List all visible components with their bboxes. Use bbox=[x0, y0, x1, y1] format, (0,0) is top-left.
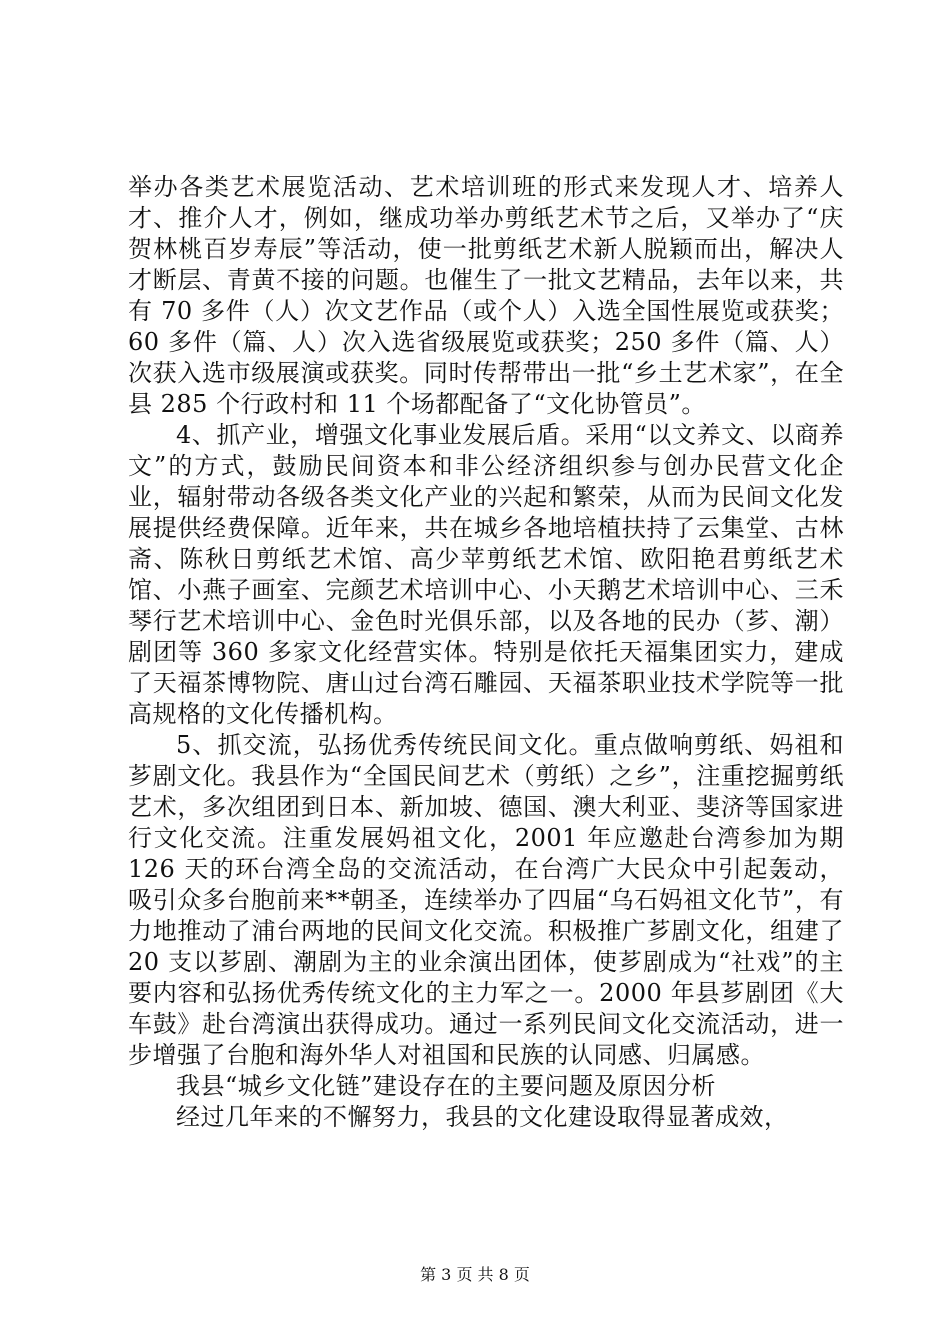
paragraph-exchange: 5、抓交流，弘扬优秀传统民间文化。重点做响剪纸、妈祖和芗剧文化。我县作为“全国民间艺术（剪纸）之乡”，注重挖掘剪纸艺术，多次组团到日本、新加坡、德国、澳大利亚、斐济等国家进行文化交流。注重发展妈祖文化，2001 年应邀赴台湾参加为期 126 天的环台湾全岛的交流活动，在台湾广大民众中引起轰动，吸引众多台胞前来**朝圣，连续举办了四届“乌石妈祖文化节”，有力地推动了浦台两地的民间文化交流。积极推广芗剧文化，组建了 20 支以芗剧、潮剧为主的业余演出团体，使芗剧成为“社戏”的主要内容和弘扬优秀传统文化的主力军之一。2000 年县芗剧团《大车鼓》赴台湾演出获得成功。通过一系列民间文化交流活动，进一步增强了台胞和海外华人对祖国和民族的认同感、归属感。 bbox=[128, 731, 853, 1069]
section-heading-problems: 我县“城乡文化链”建设存在的主要问题及原因分析 bbox=[176, 1072, 717, 1100]
paragraph-industry: 4、抓产业，增强文化事业发展后盾。采用“以文养文、以商养文”的方式，鼓励民间资本和非公经济组织参与创办民营文化企业，辐射带动各级各类文化产业的兴起和繁荣，从而为民间文化发展提供经费保障。近年来，共在城乡各地培植扶持了云集堂、古林斋、陈秋日剪纸艺术馆、高少苹剪纸艺术馆、欧阳艳君剪纸艺术馆、小燕子画室、完颜艺术培训中心、小天鹅艺术培训中心、三禾琴行艺术培训中心、金色时光俱乐部，以及各地的民办（芗、潮）剧团等 360 多家文化经营实体。特别是依托天福集团实力，建成了天福茶博物院、唐山过台湾石雕园、天福茶职业技术学院等一批高规格的文化传播机构。 bbox=[128, 421, 844, 728]
page-footer: 第 3 页 共 8 页 bbox=[420, 1265, 530, 1284]
document-body bbox=[128, 172, 853, 1133]
paragraph-talent-cultivation: 举办各类艺术展览活动、艺术培训班的形式来发现人才、培养人才、推介人才，例如，继成功举办剪纸艺术节之后，又举办了“庆贺林桃百岁寿辰”等活动，使一批剪纸艺术新人脱颖而出，解决人才断层、青黄不接的问题。也催生了一批文艺精品，去年以来，共有 70 多件（人）次文艺作品（或个人）入选全国性展览或获奖；60 多件（篇、人）次入选省级展览或获奖；250 多件（篇、人）次获入选市级展演或获奖。同时传帮带出一批“乡土艺术家”，在全县 285 个行政村和 11 个场都配备了“文化协管员”。 bbox=[128, 173, 844, 418]
paragraph-achievements: 经过几年来的不懈努力，我县的文化建设取得显著成效， bbox=[176, 1103, 789, 1131]
